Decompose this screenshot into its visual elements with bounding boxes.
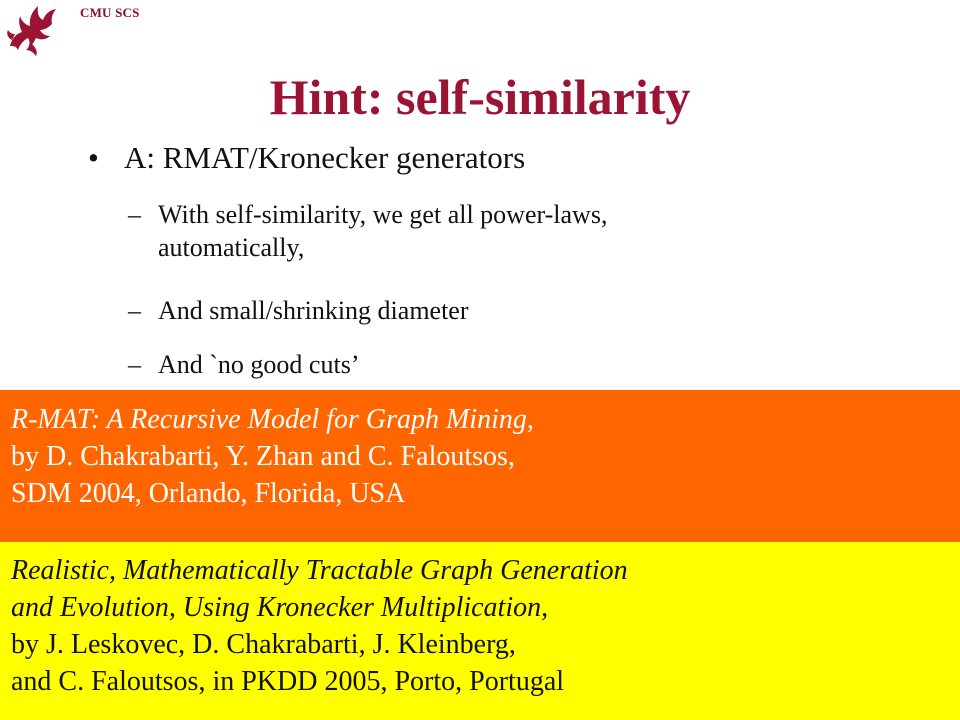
main-bullet-text: A: RMAT/Kronecker generators: [124, 140, 526, 175]
ref1-authors: by D. Chakrabarti, Y. Zhan and C. Faloutsos,: [11, 440, 515, 472]
sub-bullet-dash: –: [128, 296, 141, 325]
ref1-venue: SDM 2004, Orlando, Florida, USA: [11, 477, 406, 509]
bullet-dot: •: [88, 140, 99, 175]
sub-bullet-dash: –: [128, 350, 141, 379]
ref1-title-suffix: ,: [526, 404, 534, 435]
reference-box-kronecker: [0, 542, 960, 720]
ref2-title-line2: and Evolution, Using Kronecker Multiplication,: [11, 591, 549, 623]
ref2-authors: by J. Leskovec, D. Chakrabarti, J. Kleinberg,: [11, 628, 516, 660]
sub-bullet-1-line2: automatically,: [158, 233, 305, 263]
ref1-title-line: [11, 402, 960, 439]
ref2-venue: and C. Faloutsos, in PKDD 2005, Porto, Portugal: [11, 665, 565, 697]
reference-box-rmat: [0, 390, 960, 542]
sub-bullet-2: [128, 294, 469, 327]
sub-bullet-3: [128, 348, 359, 381]
header-label: CMU SCS: [80, 5, 140, 20]
sub-bullet-1: [128, 198, 607, 265]
ref2-title-line1: Realistic, Mathematically Tractable Graph Generation: [11, 555, 628, 586]
sub-bullet-3-text: And `no good cuts’: [158, 350, 360, 379]
slide-title: Hint: self-similarity: [269, 69, 691, 125]
ref1-title: R-MAT: A Recursive Model for Graph Mining: [11, 404, 527, 435]
main-bullet: [88, 141, 525, 175]
sub-bullet-2-text: And small/shrinking diameter: [158, 296, 469, 325]
griffin-logo-icon: [2, 0, 60, 58]
sub-bullet-dash: –: [128, 200, 141, 229]
sub-bullet-1-line1: With self-similarity, we get all power-laws,: [158, 200, 608, 229]
